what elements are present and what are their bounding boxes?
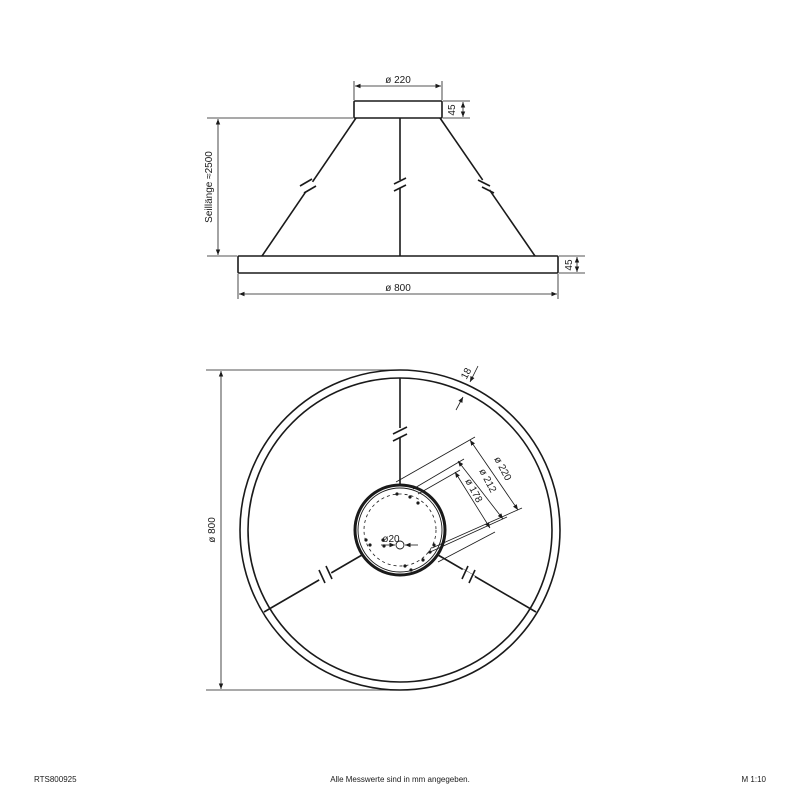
- side-view: [204, 75, 585, 299]
- measurement-note: Alle Messwerte sind in mm angegeben.: [330, 775, 470, 784]
- outer-diameter-label: ø 800: [207, 517, 218, 543]
- cable-length-label: Seillänge ≈2500: [204, 151, 215, 223]
- canopy-d220-label: ø 220: [491, 454, 514, 483]
- ring-width-label: 18: [459, 366, 475, 382]
- arm-right: [438, 555, 536, 612]
- scale-label: M 1:10: [741, 775, 766, 784]
- ring-diameter-label: ø 800: [385, 283, 411, 294]
- article-number: RTS800925: [34, 775, 77, 784]
- canopy-d212-label: ø 212: [476, 466, 499, 495]
- hole-diameter-label: ø20: [382, 534, 400, 545]
- ring-side: [238, 256, 558, 273]
- canopy-inner: [358, 488, 442, 572]
- canopy-outer: [355, 485, 445, 575]
- cable-break-right: [478, 178, 494, 193]
- canopy-d178-label: ø 178: [462, 476, 485, 505]
- canopy-side: [354, 101, 442, 118]
- mounting-points: [364, 492, 435, 571]
- arm-left: [264, 555, 362, 612]
- canopy-screw-circle: [364, 494, 436, 566]
- canopy-height-label: 45: [447, 104, 458, 116]
- ring-height-label: 45: [564, 259, 575, 271]
- canopy-diameter-label: ø 220: [385, 75, 411, 86]
- top-view: [206, 366, 560, 690]
